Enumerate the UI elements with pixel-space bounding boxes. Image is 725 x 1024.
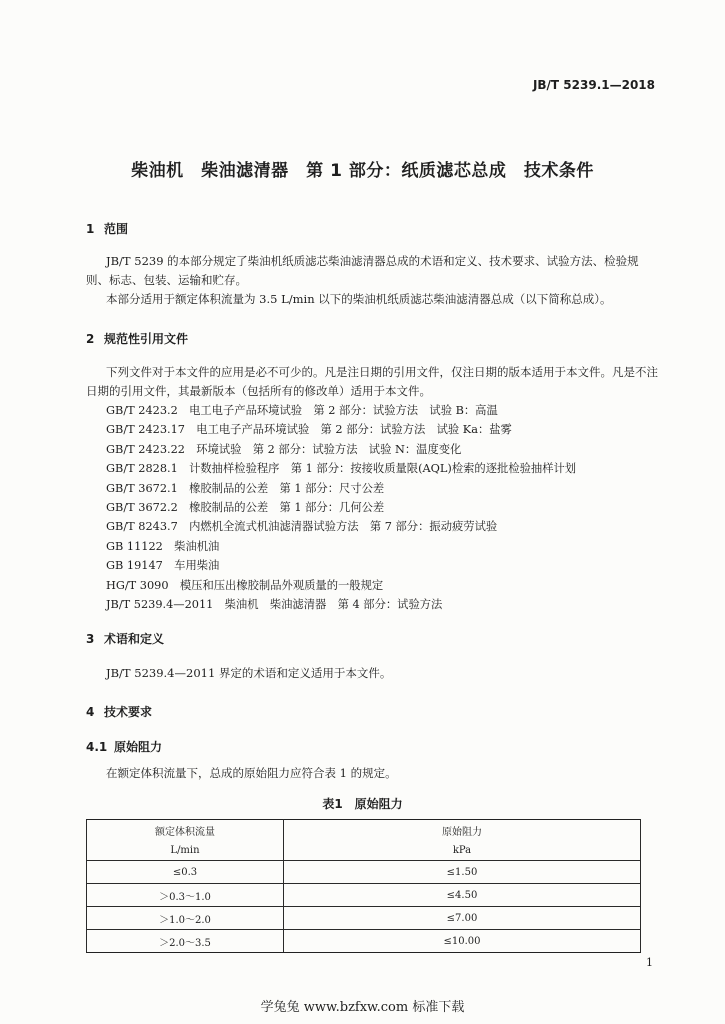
subsection-number: 4.1 (86, 740, 108, 754)
flow-cell: ＞0.3～1.0 (87, 884, 284, 907)
section-title: 范围 (104, 222, 129, 236)
subsection-title: 原始阻力 (114, 740, 163, 754)
reference-item: JB/T 5239.4—2011 柴油机 柴油滤清器 第 4 部分：试验方法 (106, 598, 443, 612)
references-intro: 下列文件对于本文件的应用是必不可少的。凡是注日期的引用文件，仅注日期的版本适用于本文件。凡是不注日期的引用文件，其最新版本（包括所有的修改单）适用于本文件。 (86, 365, 658, 398)
reference-item: GB 19147 车用柴油 (106, 559, 220, 573)
table-caption: 表1 原始阻力 (322, 797, 403, 811)
section-title: 术语和定义 (104, 632, 165, 646)
table-row (87, 930, 641, 953)
section-2-heading (86, 330, 188, 347)
standard-code: JB/T 5239.1—2018 (532, 78, 655, 92)
section-title: 规范性引用文件 (104, 332, 189, 346)
col2-header: 原始阻力 (284, 820, 641, 841)
scope-paragraph-1: JB/T 5239 的本部分规定了柴油机纸质滤芯柴油滤清器总成的术语和定义、技术要求、试验方法、检验规则、标志、包装、运输和贮存。 (86, 254, 639, 287)
col2-unit: kPa (284, 840, 641, 861)
section-number: 1 (86, 222, 95, 236)
terms-paragraph: JB/T 5239.4—2011 界定的术语和定义适用于本文件。 (106, 666, 392, 680)
section-number: 3 (86, 632, 95, 646)
footer-watermark: 学兔兔 www.bzfxw.com 标准下载 (260, 1000, 465, 1015)
reference-item: GB/T 3672.2 橡胶制品的公差 第 1 部分：几何公差 (106, 501, 385, 515)
reference-item: GB/T 8243.7 内燃机全流式机油滤清器试验方法 第 7 部分：振动疲劳试验 (106, 520, 498, 534)
section-4-heading (86, 703, 152, 720)
reference-item: HG/T 3090 模压和压出橡胶制品外观质量的一般规定 (106, 578, 384, 592)
resistance-cell: ≤7.00 (284, 907, 641, 930)
flow-cell: ＞1.0～2.0 (87, 907, 284, 930)
subsection-4-1-heading (86, 738, 162, 755)
section-number: 4 (86, 705, 95, 719)
resistance-cell: ≤1.50 (284, 861, 641, 884)
col1-header: 额定体积流量 (87, 820, 284, 841)
section-number: 2 (86, 332, 95, 346)
resistance-table (86, 819, 641, 953)
table-header-row (87, 820, 641, 841)
reference-item: GB/T 2828.1 计数抽样检验程序 第 1 部分：按接收质量限(AQL)检索的逐批检验抽样计划 (106, 462, 577, 476)
resistance-cell: ≤4.50 (284, 884, 641, 907)
reference-item: GB 11122 柴油机油 (106, 539, 220, 553)
flow-cell: ＞2.0～3.5 (87, 930, 284, 953)
table-row (87, 861, 641, 884)
resistance-paragraph: 在额定体积流量下，总成的原始阻力应符合表 1 的规定。 (106, 766, 397, 780)
page-number: 1 (646, 956, 653, 969)
col1-unit: L/min (87, 840, 284, 861)
scope-paragraph-2: 本部分适用于额定体积流量为 3.5 L/min 以下的柴油机纸质滤芯柴油滤清器总成（以下简称总成）。 (106, 292, 612, 306)
flow-cell: ≤0.3 (87, 861, 284, 884)
section-1-heading (86, 220, 128, 237)
section-title: 技术要求 (104, 705, 153, 719)
reference-item: GB/T 2423.22 环境试验 第 2 部分：试验方法 试验 N：温度变化 (106, 442, 462, 456)
table-unit-row (87, 840, 641, 861)
reference-item: GB/T 2423.17 电工电子产品环境试验 第 2 部分：试验方法 试验 Ka：盐雾 (106, 423, 512, 437)
document-title: 柴油机 柴油滤清器 第 1 部分：纸质滤芯总成 技术条件 (131, 161, 594, 181)
table-row (87, 884, 641, 907)
reference-list (106, 401, 576, 614)
reference-item: GB/T 2423.2 电工电子产品环境试验 第 2 部分：试验方法 试验 B：高温 (106, 404, 498, 417)
table-row (87, 907, 641, 930)
reference-item: GB/T 3672.1 橡胶制品的公差 第 1 部分：尺寸公差 (106, 481, 385, 495)
resistance-cell: ≤10.00 (284, 930, 641, 953)
section-3-heading (86, 630, 164, 647)
